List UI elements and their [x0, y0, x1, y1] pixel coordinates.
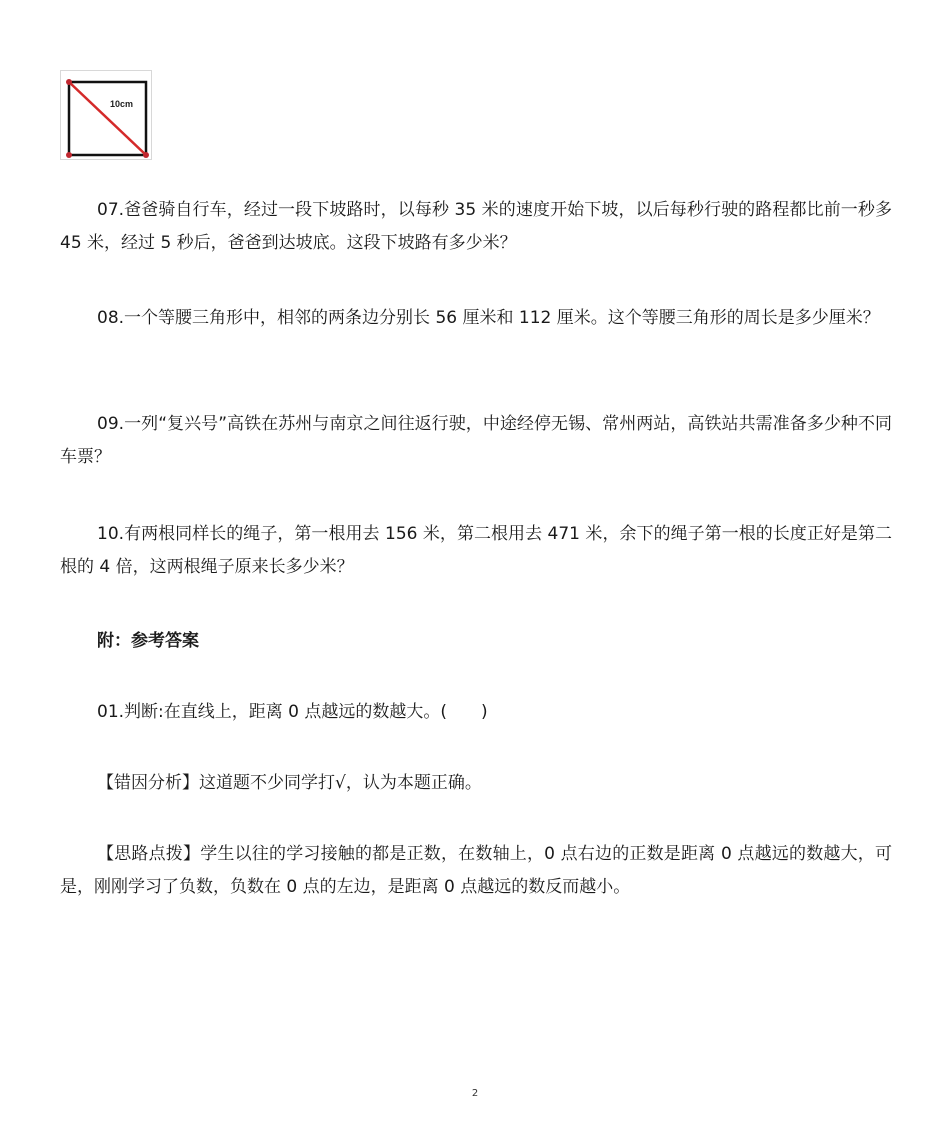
square-diagram-drawing — [61, 71, 153, 161]
answer-01-question: 01.判断:在直线上，距离 0 点越远的数越大。( ) — [97, 702, 488, 722]
question-10: 10.有两根同样长的绳子，第一根用去 156 米，第二根用去 471 米，余下的绳子第一根的长度正好是第二根的 4 倍，这两根绳子原来长多少米？ — [60, 524, 892, 577]
vertex-dot — [66, 79, 72, 85]
vertex-dot — [143, 152, 149, 158]
question-07: 07.爸爸骑自行车，经过一段下坡路时，以每秒 35 米的速度开始下坡，以后每秒行驶的路程都比前一秒多 45 米，经过 5 秒后，爸爸到达坡底。这段下坡路有多少米？ — [60, 200, 892, 253]
diagonal-line — [69, 82, 146, 155]
square-diagram — [60, 70, 152, 160]
answers-heading: 附：参考答案 — [97, 631, 199, 651]
page-number: 2 — [471, 1088, 479, 1099]
question-09: 09.一列“复兴号”高铁在苏州与南京之间往返行驶，中途经停无锡、常州两站，高铁站共需准备多少种不同车票？ — [60, 414, 892, 467]
error-analysis: 【错因分析】这道题不少同学打√，认为本题正确。 — [97, 773, 482, 793]
vertex-dot — [66, 152, 72, 158]
question-08: 08.一个等腰三角形中，相邻的两条边分别长 56 厘米和 112 厘米。这个等腰三角形的周长是多少厘米？ — [97, 308, 880, 328]
diagonal-length-label: 10cm — [110, 99, 134, 109]
solution-hint: 【思路点拨】学生以往的学习接触的都是正数，在数轴上，0 点右边的正数是距离 0 点越远的数越大，可是，刚刚学习了负数，负数在 0 点的左边，是距离 0 点越远的数反而越小。 — [60, 844, 892, 897]
